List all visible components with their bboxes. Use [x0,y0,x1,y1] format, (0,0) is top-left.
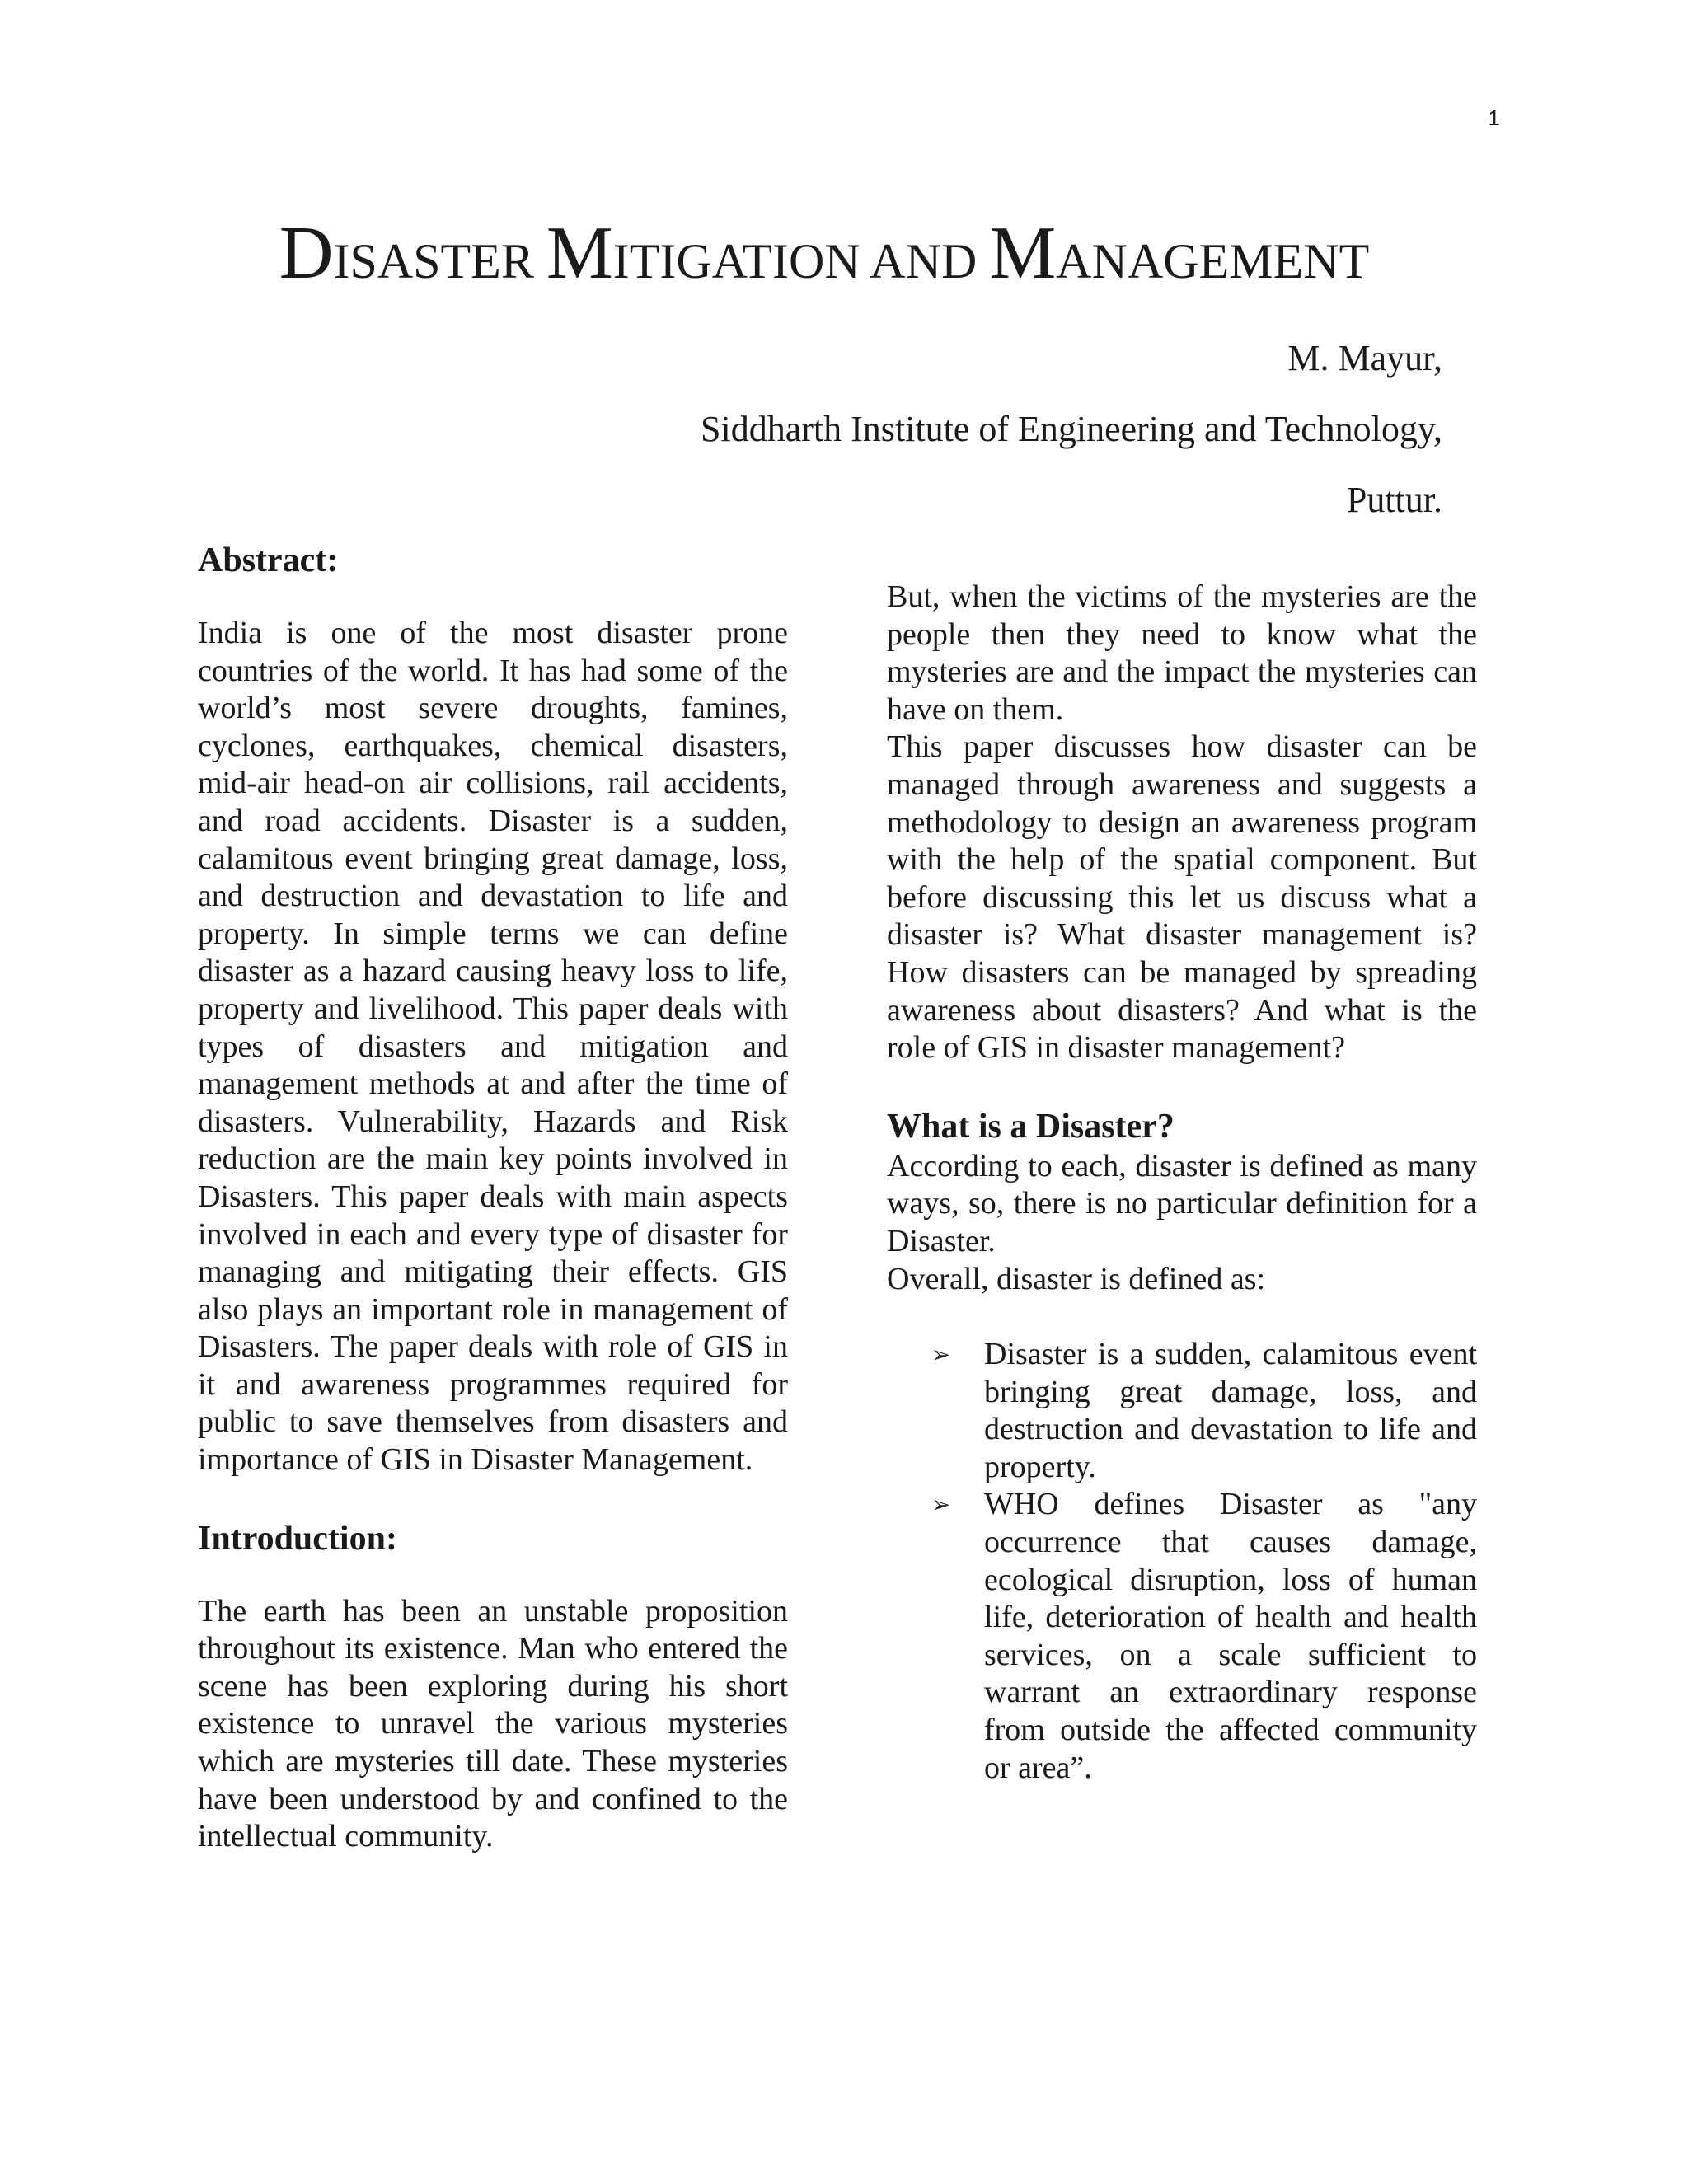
right-paragraph-1: But, when the victims of the mysteries are the people then they need to know what the mysteries are and the impact the mysteries can have on them. [887,579,1477,727]
introduction-heading: Introduction: [198,1519,397,1558]
introduction-text: The earth has been an unstable proposition throughout its existence. Man who entered the scene has been exploring during his short existence to unravel the various mysteries which are mysteries till date. These mysteries have been understood by and confined to the intellectual community. [198,1593,788,1854]
author-block [626,323,1442,536]
abstract-text: India is one of the most disaster prone countries of the world. It has had some of the world’s most severe droughts, famines, cyclones, earthquakes, chemical disasters, mid-air head-on air collisions, rail accidents, and road accidents. Disaster is a sudden, calamitous event bringing great damage, loss, and destruction and devastation to life and property. In simple terms we can define disaster as a hazard causing heavy loss to life, property and livelihood. This paper deals with types of disasters and mitigation and management methods at and after the time of disasters. Vulnerability, Hazards and Risk reduction are the main key points involved in Disasters. This paper deals with main aspects involved in each and every type of disaster for managing and mitigating their effects. GIS also plays an important role in management of Disasters. The paper deals with role of GIS in it and awareness programmes required for public to save themselves from disasters and importance of GIS in Disaster Management. [198,616,788,1478]
title-part: M [989,211,1057,294]
spacer [198,582,788,615]
right-paragraph-2: This paper discusses how disaster can be managed through awareness and suggests a methodology to design an awareness program with the help of the spatial component. But before discussing this let us discuss what a disaster is? What disaster management is? How disasters can be managed by spreading awareness about disasters? And what is the role of GIS in disaster management? [887,729,1477,1066]
spacer [887,1298,1477,1336]
spacer [198,1560,788,1593]
section-heading-what-is-disaster: What is a Disaster? [887,1107,1175,1146]
left-column [198,539,788,1856]
author-institution: Siddharth Institute of Engineering and Technology, [701,409,1442,449]
abstract-heading: Abstract: [198,541,339,579]
title-part: ISASTER [333,234,546,288]
title-part: ANAGEMENT [1056,234,1370,288]
title-part: M [546,211,613,294]
page-number: 1 [1488,105,1500,130]
definition-item [887,1486,1477,1787]
paper-title [0,211,1648,298]
right-paragraph-4: Overall, disaster is defined as: [887,1261,1266,1296]
title-part: ITIGATION AND [612,234,990,288]
definition-text: WHO defines Disaster as "any occurrence that causes damage, ecological disruption, loss of human life, deterioration of health and health services, on a scale sufficient to warrant an extraordinary response from outside the affected community or area”. [984,1487,1477,1785]
definition-item [887,1336,1477,1486]
author-name: M. Mayur, [1287,338,1442,378]
arrow-bullet-icon: ➢ [931,1491,951,1519]
spacer [887,1067,1477,1105]
title-part: D [279,211,334,294]
definition-list [887,1336,1477,1787]
arrow-bullet-icon: ➢ [931,1341,951,1369]
author-city: Puttur. [1346,480,1442,520]
definition-text: Disaster is a sudden, calamitous event bringing great damage, loss, and destruction and devastation to life and property. [984,1337,1477,1484]
spacer [198,1479,788,1517]
right-column [887,579,1477,1787]
right-paragraph-3: According to each, disaster is defined as many ways, so, there is no particular definition for a Disaster. [887,1148,1477,1258]
